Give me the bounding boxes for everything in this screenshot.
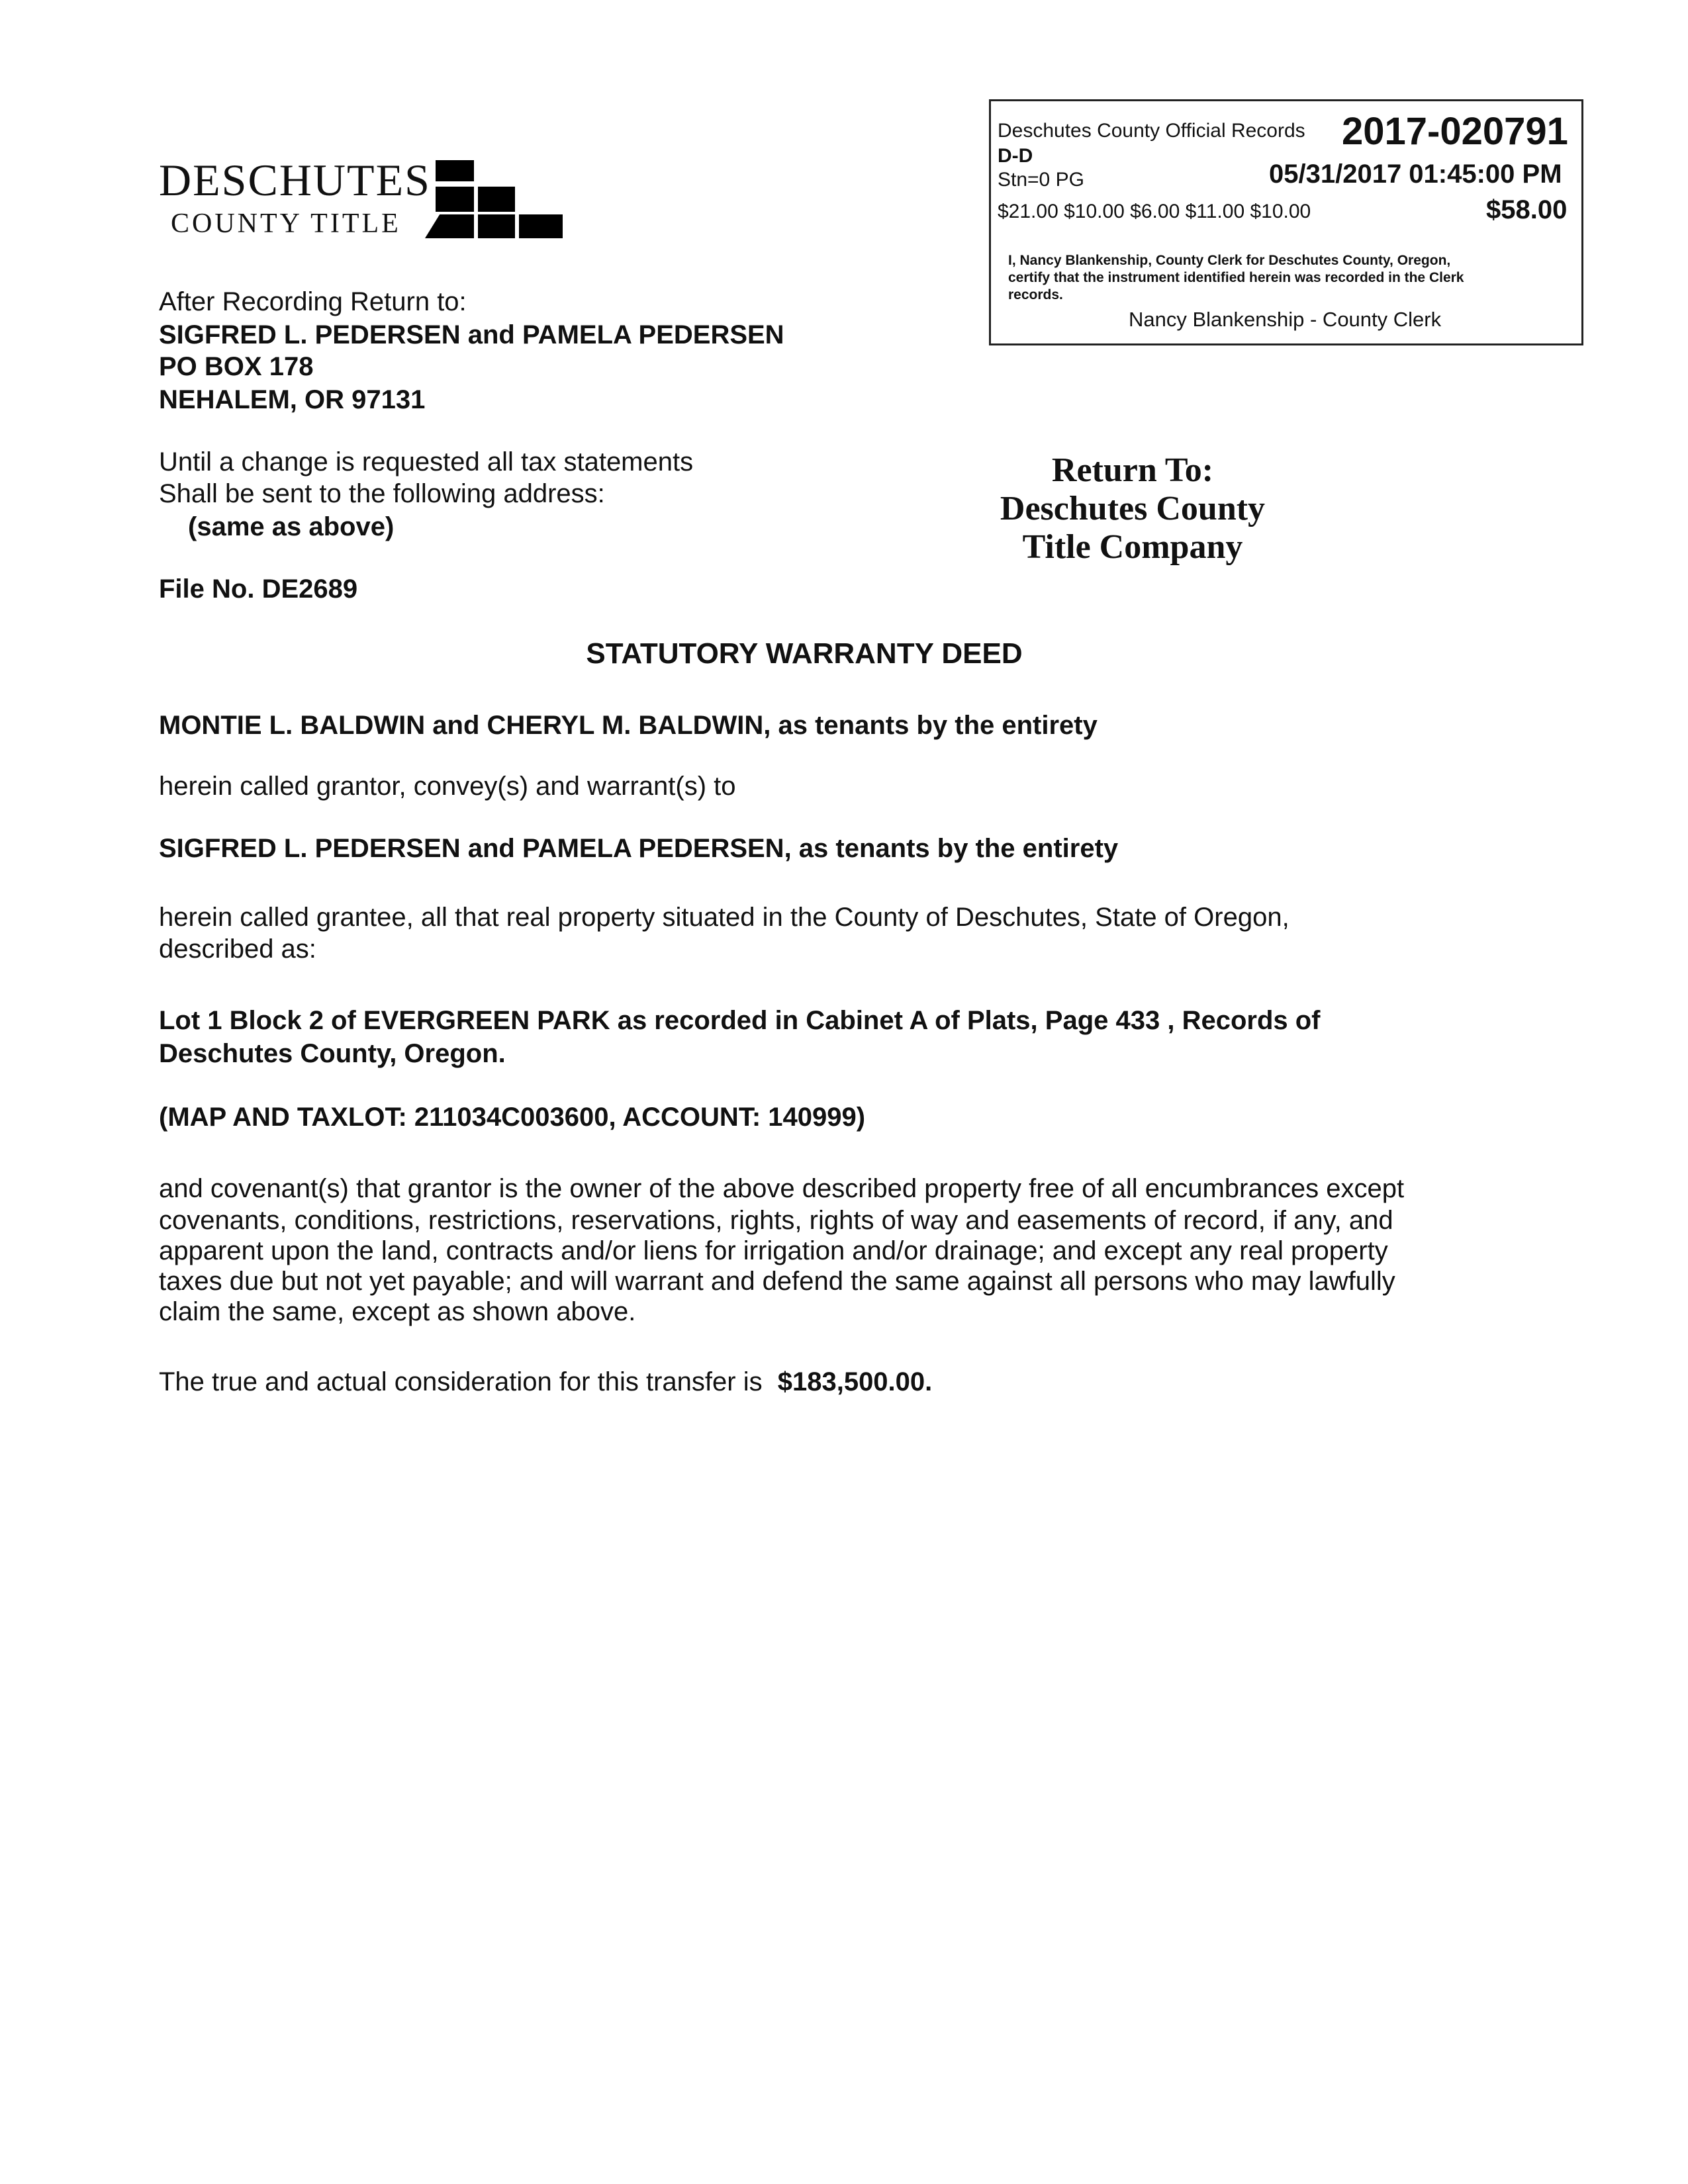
document-title: STATUTORY WARRANTY DEED xyxy=(586,637,1023,670)
return-to-stamp xyxy=(990,451,1275,567)
covenant-line1: and covenant(s) that grantor is the owner of the above described property free of all encumbrances except xyxy=(159,1174,1405,1203)
recording-datetime: 05/31/2017 01:45:00 PM xyxy=(1269,159,1562,189)
covenant-line3: apparent upon the land, contracts and/or liens for irrigation and/or drainage; and except any real property xyxy=(159,1236,1388,1265)
legal-description-line1: Lot 1 Block 2 of EVERGREEN PARK as recorded in Cabinet A of Plats, Page 433 , Records of xyxy=(159,1006,1321,1035)
recording-total: $58.00 xyxy=(1486,195,1568,224)
certify-line2: certify that the instrument identified herein was recorded in the Clerk xyxy=(1008,270,1464,285)
document-type: D-D xyxy=(998,145,1033,167)
stamp-line2: Deschutes County xyxy=(1000,490,1266,527)
stamp-line1: Return To: xyxy=(1051,451,1214,489)
recording-fees: $21.00 $10.00 $6.00 $11.00 $10.00 xyxy=(998,201,1311,222)
recording-stamp-box xyxy=(989,99,1583,345)
legal-description-line2: Deschutes County, Oregon. xyxy=(159,1039,506,1068)
grantor-names: MONTIE L. BALDWIN and CHERYL M. BALDWIN, as tenants by the entirety xyxy=(159,711,1098,740)
covenant-line2: covenants, conditions, restrictions, reservations, rights, rights of way and easements of record, if any, and xyxy=(159,1206,1393,1235)
tax-statement-line2: Shall be sent to the following address: xyxy=(159,479,605,508)
station-label: Stn=0 PG xyxy=(998,169,1084,191)
logo-line1: DESCHUTES xyxy=(159,155,431,205)
certify-line1: I, Nancy Blankenship, County Clerk for Deschutes County, Oregon, xyxy=(1008,253,1451,268)
certify-line3: records. xyxy=(1008,287,1063,302)
return-address1: PO BOX 178 xyxy=(159,352,314,381)
return-address2: NEHALEM, OR 97131 xyxy=(159,385,426,414)
tax-statement-line3: (same as above) xyxy=(188,512,395,541)
grantor-clause: herein called grantor, convey(s) and warrant(s) to xyxy=(159,772,736,801)
consideration-amount: $183,500.00. xyxy=(777,1367,933,1396)
covenant-line5: claim the same, except as shown above. xyxy=(159,1297,636,1326)
grantee-clause-line1: herein called grantee, all that real property situated in the County of Deschutes, State of Oregon, xyxy=(159,903,1289,932)
file-number: File No. DE2689 xyxy=(159,574,358,604)
logo-line2: COUNTY TITLE xyxy=(171,208,401,239)
recording-office: Deschutes County Official Records xyxy=(998,120,1305,142)
after-recording-label: After Recording Return to: xyxy=(159,287,467,316)
tax-statement-line1: Until a change is requested all tax statements xyxy=(159,447,694,477)
grantee-clause-line2: described as: xyxy=(159,934,316,964)
grantee-names: SIGFRED L. PEDERSEN and PAMELA PEDERSEN, as tenants by the entirety xyxy=(159,834,1119,863)
covenant-line4: taxes due but not yet payable; and will warrant and defend the same against all persons who may lawfully xyxy=(159,1267,1395,1296)
document-number: 2017-020791 xyxy=(1342,110,1568,153)
return-name: SIGFRED L. PEDERSEN and PAMELA PEDERSEN xyxy=(159,320,784,349)
map-taxlot: (MAP AND TAXLOT: 211034C003600, ACCOUNT: 140999) xyxy=(159,1103,866,1132)
consideration-text: The true and actual consideration for this transfer is xyxy=(159,1367,763,1396)
company-logo xyxy=(159,156,569,255)
stamp-line3: Title Company xyxy=(1022,528,1243,566)
clerk-signature: Nancy Blankenship - County Clerk xyxy=(1129,308,1442,331)
consideration-statement xyxy=(159,1366,932,1398)
